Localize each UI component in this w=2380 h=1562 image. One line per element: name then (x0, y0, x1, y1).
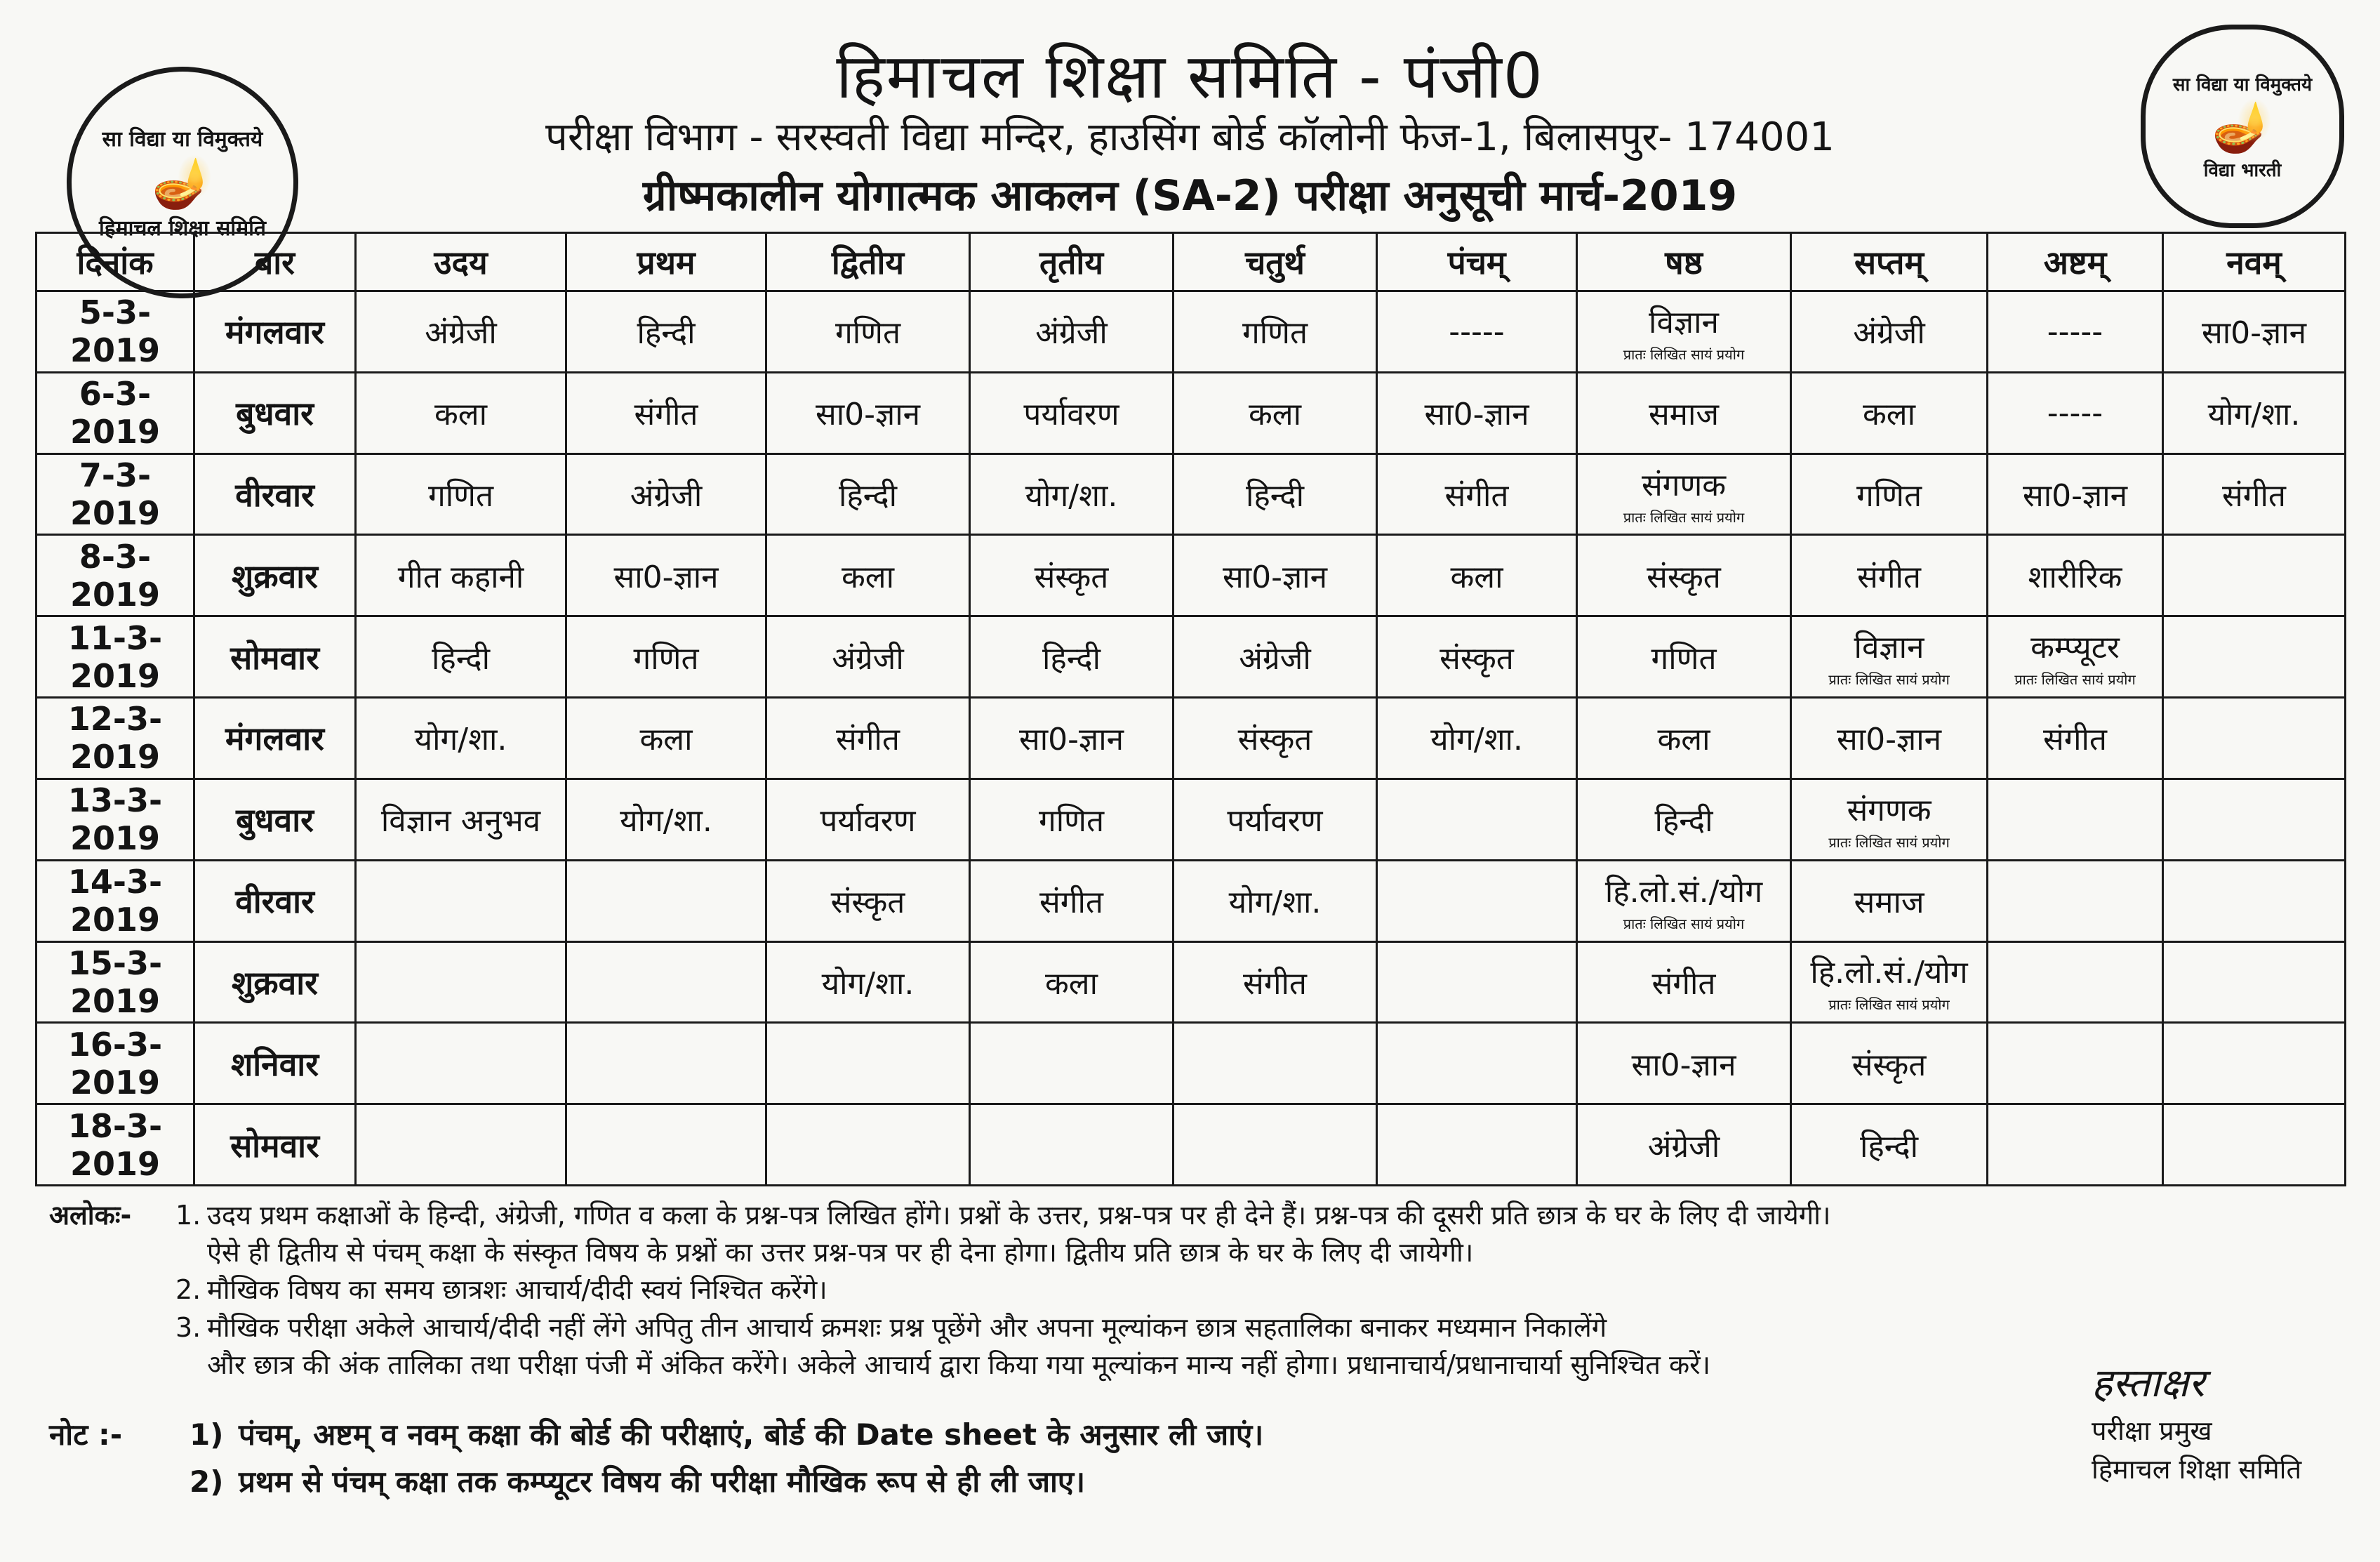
subject-cell (566, 291, 766, 373)
subject-label: अंग्रेजी (1647, 1128, 1720, 1165)
note-number: 3. (175, 1311, 201, 1343)
note-text: उदय प्रथम कक्षाओं के हिन्दी, अंग्रेजी, गणित व कला के प्रश्न-पत्र लिखित होंगे। प्रश्नों के उत्तर, प्रश्न-पत्र पर ही देने हैं। प्रश्न-पत्र की दूसरी प्रति छात्र के घर के लिए दी जायेगी। (207, 1200, 1831, 1231)
subject-label: संगीत (1857, 559, 1921, 595)
subject-cell (1174, 372, 1377, 454)
note-number: 1. (175, 1200, 201, 1231)
header-row (36, 233, 2346, 291)
column-header: नवम् (2163, 233, 2346, 291)
subject-label: हिन्दी (637, 315, 696, 352)
note-number: 2. (175, 1274, 201, 1306)
subject-label: ----- (2047, 313, 2103, 350)
signatory-org: हिमाचल शिक्षा समिति (2092, 1454, 2302, 1485)
subject-cell (1791, 1104, 1988, 1186)
subject-cell (970, 779, 1174, 860)
subject-label: अंग्रेजी (1853, 315, 1925, 352)
subject-label: विज्ञान (1649, 304, 1719, 340)
subject-cell (970, 1104, 1174, 1186)
subject-label: अंग्रेजी (1035, 315, 1108, 352)
column-header: सप्तम् (1791, 233, 1988, 291)
subject-cell (356, 941, 566, 1023)
subject-cell (1377, 535, 1577, 616)
subject-label: सा0-ज्ञान (1222, 559, 1328, 595)
page-title: हिमाचल शिक्षा समिति - पंजी0 (836, 40, 1544, 112)
subject-cell (1791, 698, 1988, 779)
notes-label: अलोकः- (49, 1200, 132, 1231)
subject-label: गणित (1651, 640, 1717, 677)
day-cell: वीरवार (194, 860, 356, 941)
day-cell: मंगलवार (194, 291, 356, 373)
subject-label: कम्प्यूटर (2030, 630, 2120, 666)
day-cell: सोमवार (194, 1104, 356, 1186)
subject-cell (970, 454, 1174, 535)
subject-cell (1791, 860, 1988, 941)
subject-cell (1577, 779, 1791, 860)
signatory-title: परीक्षा प्रमुख (2092, 1415, 2212, 1447)
schedule-table (35, 232, 2346, 1186)
note2-number: 2) (190, 1464, 224, 1500)
subject-cell (356, 1104, 566, 1186)
table-row (36, 291, 2346, 373)
day-cell: बुधवार (194, 372, 356, 454)
subject-label: संगीत (634, 397, 698, 433)
subject-label: ----- (1449, 313, 1505, 350)
subject-label: कला (434, 397, 488, 433)
subject-cell (566, 616, 766, 698)
subject-label: योग/शा. (414, 722, 507, 758)
subject-cell (1377, 291, 1577, 373)
subject-label: पर्यावरण (1227, 803, 1323, 840)
date-cell: 14-3-2019 (36, 860, 194, 941)
subject-label: अंग्रेजी (832, 640, 904, 677)
subject-cell (1988, 698, 2163, 779)
subject-label: संगीत (1243, 965, 1307, 1002)
subject-label: हिन्दी (1654, 803, 1713, 840)
exam-title: ग्रीष्मकालीन योगात्मक आकलन (SA-2) परीक्षा अनुसूची मार्च-2019 (642, 171, 1738, 220)
subject-cell (1174, 535, 1377, 616)
subject-cell (356, 779, 566, 860)
subject-label: गीत कहानी (397, 559, 524, 595)
subject-cell (970, 1023, 1174, 1104)
subject-cell (2163, 1023, 2346, 1104)
subject-cell (1377, 941, 1577, 1023)
subject-label: हिन्दी (431, 640, 491, 677)
logo-motto-right: सा विद्या या विमुक्तये (2172, 74, 2313, 95)
subject-label: कला (1248, 397, 1302, 433)
subject-label: संस्कृत (1647, 559, 1721, 595)
subject-cell (356, 535, 566, 616)
subject-cell (1377, 1104, 1577, 1186)
subject-cell (766, 291, 970, 373)
practical-note: प्रातः लिखित सायं प्रयोग (1828, 996, 1950, 1014)
subject-cell (970, 372, 1174, 454)
day-cell: शुक्रवार (194, 941, 356, 1023)
signature-mark: हस्ताक्षर (2092, 1361, 2205, 1406)
subject-label: संस्कृत (1440, 640, 1514, 677)
subject-label: गणित (427, 478, 494, 515)
subject-cell (566, 860, 766, 941)
address-line: परीक्षा विभाग - सरस्वती विद्या मन्दिर, हाउसिंग बोर्ड कॉलोनी फेज-1, बिलासपुर- 174001 (545, 114, 1835, 160)
subject-cell (1577, 860, 1791, 941)
subject-cell (1988, 454, 2163, 535)
subject-cell (970, 941, 1174, 1023)
subject-label: गणित (835, 315, 901, 352)
subject-cell (766, 941, 970, 1023)
subject-label: संगणक (1847, 792, 1932, 828)
day-cell: सोमवार (194, 616, 356, 698)
subject-label: संस्कृत (830, 885, 905, 921)
subject-cell (1377, 454, 1577, 535)
subject-cell (766, 616, 970, 698)
subject-label: पर्यावरण (820, 803, 916, 840)
day-cell: शनिवार (194, 1023, 356, 1104)
subject-cell (1577, 291, 1791, 373)
table-row (36, 941, 2346, 1023)
date-cell: 16-3-2019 (36, 1023, 194, 1104)
subject-label: कला (1450, 559, 1503, 595)
subject-cell (1577, 535, 1791, 616)
subject-cell (2163, 860, 2346, 941)
subject-cell (1577, 1023, 1791, 1104)
subject-cell (566, 1104, 766, 1186)
subject-label: कला (1044, 965, 1098, 1002)
date-cell: 8-3-2019 (36, 535, 194, 616)
subject-label: समाज (1854, 885, 1924, 921)
subject-cell (1791, 941, 1988, 1023)
subject-cell (2163, 454, 2346, 535)
subject-cell (1988, 779, 2163, 860)
subject-cell (1377, 372, 1577, 454)
subject-cell (1174, 291, 1377, 373)
subject-cell (2163, 1104, 2346, 1186)
column-header: तृतीय (970, 233, 1174, 291)
subject-cell (1791, 535, 1988, 616)
subject-cell (566, 372, 766, 454)
subject-cell (1174, 616, 1377, 698)
subject-label: संगीत (1651, 965, 1716, 1002)
subject-label: सा0-ज्ञान (613, 559, 719, 595)
subject-label: सा0-ज्ञान (1424, 397, 1529, 433)
subject-label: हि.लो.सं./योग (1604, 873, 1763, 910)
lamp-icon-right: 🪔 (2212, 98, 2273, 155)
subject-cell (970, 291, 1174, 373)
subject-label: हिन्दी (1859, 1128, 1919, 1165)
subject-cell (566, 941, 766, 1023)
table-row (36, 454, 2346, 535)
note2-number: 1) (190, 1417, 224, 1452)
subject-cell (566, 779, 766, 860)
subject-label: शारीरिक (2028, 559, 2122, 595)
subject-label: हिन्दी (838, 478, 898, 515)
date-cell: 6-3-2019 (36, 372, 194, 454)
practical-note: प्रातः लिखित सायं प्रयोग (1623, 915, 1745, 932)
column-header: चतुर्थ (1174, 233, 1377, 291)
subject-cell (1174, 941, 1377, 1023)
lamp-icon: 🪔 (152, 154, 213, 211)
subject-label: कला (841, 559, 895, 595)
subject-cell (1791, 616, 1988, 698)
column-header: उदय (356, 233, 566, 291)
subject-cell (1174, 779, 1377, 860)
table-row (36, 1104, 2346, 1186)
subject-label: गणित (1038, 803, 1105, 840)
subject-label: सा0-ज्ञान (815, 397, 921, 433)
subject-label: संस्कृत (1852, 1047, 1927, 1083)
subject-cell (356, 454, 566, 535)
subject-cell (1791, 779, 1988, 860)
subject-cell (1791, 291, 1988, 373)
subject-label: कला (1862, 397, 1916, 433)
subject-cell (1174, 1023, 1377, 1104)
subject-cell (1577, 372, 1791, 454)
table-row (36, 1023, 2346, 1104)
subject-cell (2163, 941, 2346, 1023)
subject-cell (1577, 454, 1791, 535)
day-cell: वीरवार (194, 454, 356, 535)
subject-cell (766, 454, 970, 535)
subject-cell (2163, 698, 2346, 779)
column-header: द्वितीय (766, 233, 970, 291)
subject-label: अंग्रेजी (630, 478, 703, 515)
subject-cell (356, 291, 566, 373)
date-cell: 18-3-2019 (36, 1104, 194, 1186)
column-header: पंचम् (1377, 233, 1577, 291)
practical-note: प्रातः लिखित सायं प्रयोग (1828, 671, 1950, 689)
practical-note: प्रातः लिखित सायं प्रयोग (1623, 508, 1745, 526)
day-cell: शुक्रवार (194, 535, 356, 616)
subject-label: गणित (633, 640, 699, 677)
subject-cell (566, 535, 766, 616)
column-header: प्रथम (566, 233, 766, 291)
date-cell: 5-3-2019 (36, 291, 194, 373)
subject-cell (1988, 1023, 2163, 1104)
subject-cell (356, 1023, 566, 1104)
subject-cell (970, 535, 1174, 616)
column-header: अष्टम् (1988, 233, 2163, 291)
subject-cell (766, 779, 970, 860)
subject-label: संगीत (2222, 478, 2286, 515)
logo-org: हिमाचल शिक्षा समिति (99, 216, 266, 241)
table-row (36, 698, 2346, 779)
column-header: दिनांक (36, 233, 194, 291)
schedule-body (36, 291, 2346, 1186)
subject-label: अंग्रेजी (1239, 640, 1311, 677)
date-cell: 13-3-2019 (36, 779, 194, 860)
subject-label: हिन्दी (1245, 478, 1305, 515)
subject-cell (1577, 941, 1791, 1023)
subject-label: संस्कृत (1034, 559, 1109, 595)
table-row (36, 535, 2346, 616)
subject-label: योग/शा. (1430, 722, 1523, 758)
subject-cell (2163, 779, 2346, 860)
note-text: मौखिक विषय का समय छात्रशः आचार्य/दीदी स्वयं निश्चित करेंगे। (207, 1274, 827, 1306)
table-row (36, 860, 2346, 941)
subject-cell (970, 860, 1174, 941)
subject-cell (1174, 1104, 1377, 1186)
subject-label: हिन्दी (1042, 640, 1101, 677)
subject-label: ----- (2047, 395, 2103, 431)
subject-cell (1988, 535, 2163, 616)
subject-label: हि.लो.सं./योग (1810, 955, 1968, 991)
subject-cell (1988, 291, 2163, 373)
day-cell: मंगलवार (194, 698, 356, 779)
note-text: मौखिक परीक्षा अकेले आचार्य/दीदी नहीं लेंगे अपितु तीन आचार्य क्रमशः प्रश्न पूछेंगे और अपना मूल्यांकन छात्र सहतालिका बनाकर मध्यमान निकालेंगे (207, 1311, 1607, 1343)
subject-cell (766, 860, 970, 941)
subject-cell (2163, 535, 2346, 616)
subject-label: कला (1657, 722, 1710, 758)
subject-cell (766, 1104, 970, 1186)
subject-label: योग/शा. (821, 965, 915, 1002)
subject-cell (2163, 291, 2346, 373)
subject-cell (1577, 698, 1791, 779)
subject-cell (1791, 372, 1988, 454)
logo-org-right: विद्या भारती (2203, 160, 2282, 181)
subject-label: सा0-ज्ञान (1018, 722, 1124, 758)
subject-cell (766, 698, 970, 779)
subject-cell (1988, 372, 2163, 454)
subject-cell (970, 698, 1174, 779)
subject-cell (1377, 698, 1577, 779)
subject-label: संगीत (1039, 885, 1103, 921)
subject-label: योग/शा. (620, 803, 712, 840)
note2-text: पंचम्, अष्टम् व नवम् कक्षा की बोर्ड की परीक्षाएं, बोर्ड की Date sheet के अनुसार ली जाएं। (239, 1417, 1264, 1452)
date-cell: 11-3-2019 (36, 616, 194, 698)
practical-note: प्रातः लिखित सायं प्रयोग (1828, 833, 1950, 851)
subject-cell (1377, 779, 1577, 860)
subject-cell (356, 698, 566, 779)
subject-label: संगीत (2043, 722, 2107, 758)
subject-label: संगीत (836, 722, 900, 758)
column-header: बार (194, 233, 356, 291)
subject-cell (2163, 372, 2346, 454)
subject-label: योग/शा. (1025, 478, 1118, 515)
column-header: षष्ठ (1577, 233, 1791, 291)
table-row (36, 372, 2346, 454)
subject-cell (766, 1023, 970, 1104)
note-section-2 (49, 1411, 2085, 1505)
subject-cell (1377, 860, 1577, 941)
subject-label: संगीत (1444, 478, 1509, 515)
subject-cell (1377, 1023, 1577, 1104)
subject-label: योग/शा. (2207, 397, 2301, 433)
subject-cell (566, 698, 766, 779)
subject-cell (766, 372, 970, 454)
subject-label: सा0-ज्ञान (2022, 478, 2128, 515)
date-cell: 15-3-2019 (36, 941, 194, 1023)
note-text: और छात्र की अंक तालिका तथा परीक्षा पंजी में अंकित करेंगे। अकेले आचार्य द्वारा किया गया मूल्यांकन मान्य नहीं होगा। प्रधानाचार्य/प्रधानाचार्या सुनिश्चित करें। (207, 1349, 1711, 1380)
subject-cell (970, 616, 1174, 698)
date-cell: 7-3-2019 (36, 454, 194, 535)
notes-section (49, 1197, 2344, 1384)
table-row (36, 779, 2346, 860)
subject-cell (1791, 454, 1988, 535)
subject-cell (356, 372, 566, 454)
subject-cell (766, 535, 970, 616)
subject-cell (1791, 1023, 1988, 1104)
subject-cell (356, 860, 566, 941)
note2-label: नोट :- (49, 1417, 123, 1452)
logo-motto: सा विद्या या विमुक्तये (102, 127, 263, 152)
subject-cell (1174, 860, 1377, 941)
subject-cell (1174, 698, 1377, 779)
subject-cell (1377, 616, 1577, 698)
subject-label: संस्कृत (1237, 722, 1312, 758)
subject-cell (356, 616, 566, 698)
subject-label: योग/शा. (1228, 885, 1322, 921)
practical-note: प्रातः लिखित सायं प्रयोग (2014, 671, 2136, 689)
subject-label: सा0-ज्ञान (2201, 315, 2307, 352)
day-cell: बुधवार (194, 779, 356, 860)
subject-cell (1577, 616, 1791, 698)
subject-label: गणित (1856, 478, 1922, 515)
signature-block (2092, 1355, 2301, 1489)
practical-note: प्रातः लिखित सायं प्रयोग (1623, 345, 1745, 363)
subject-label: गणित (1242, 315, 1308, 352)
subject-label: विज्ञान अनुभव (380, 803, 541, 840)
subject-cell (1988, 616, 2163, 698)
subject-cell (1988, 1104, 2163, 1186)
subject-label: कला (639, 722, 693, 758)
subject-label: समाज (1648, 397, 1720, 433)
subject-cell (1988, 860, 2163, 941)
subject-label: अंग्रेजी (425, 315, 497, 352)
subject-cell (566, 454, 766, 535)
note-text: ऐसे ही द्वितीय से पंचम् कक्षा के संस्कृत विषय के प्रश्नों का उत्तर प्रश्न-पत्र पर ही देना होगा। द्वितीय प्रति छात्र के घर के लिए दी जायेगी। (207, 1237, 1474, 1269)
subject-label: सा0-ज्ञान (1631, 1047, 1736, 1083)
subject-label: पर्यावरण (1023, 397, 1119, 433)
note2-text: प्रथम से पंचम् कक्षा तक कम्प्यूटर विषय की परीक्षा मौखिक रूप से ही ली जाए। (239, 1464, 1086, 1500)
subject-cell (1988, 941, 2163, 1023)
subject-cell (2163, 616, 2346, 698)
subject-label: संगणक (1641, 467, 1727, 503)
subject-label: सा0-ज्ञान (1836, 722, 1942, 758)
subject-label: विज्ञान (1854, 630, 1924, 666)
subject-cell (566, 1023, 766, 1104)
date-cell: 12-3-2019 (36, 698, 194, 779)
table-row (36, 616, 2346, 698)
subject-cell (1577, 1104, 1791, 1186)
subject-cell (1174, 454, 1377, 535)
